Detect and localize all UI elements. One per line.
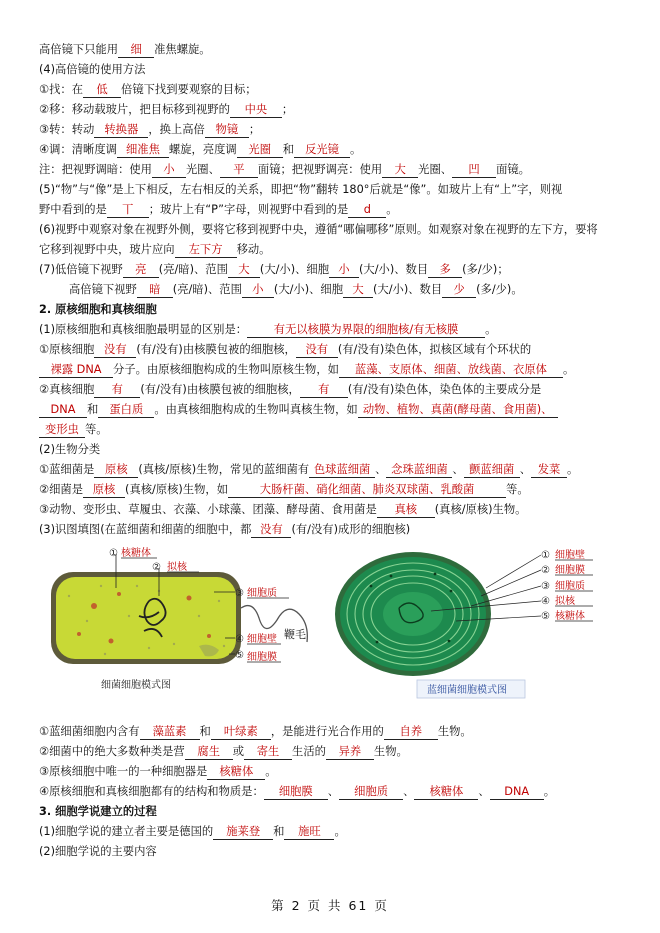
text-line: (1)细胞学说的建立者主要是德国的 施莱登 和 施旺 。 xyxy=(39,825,346,838)
answer-blank: 蛋白质 xyxy=(98,402,154,418)
cyano-ribosome-label: 核糖体 xyxy=(555,611,585,622)
answer-blank: 中央 xyxy=(230,102,282,118)
answer-blank: 念珠蓝细菌 xyxy=(386,462,452,478)
text-line: ②细菌中的绝大多数种类是营 腐生 或 寄生 生活的 异养 生物。 xyxy=(39,745,408,758)
text-line: 注：把视野调暗：使用 小 光圈、 平 面镜；把视野调亮：使用 大 光圈、 凹 面镜。 xyxy=(39,163,530,176)
label-number: ② xyxy=(152,562,161,573)
label-number: ⑤ xyxy=(235,650,244,661)
answer-blank: DNA xyxy=(490,784,544,800)
section-heading: 2. 原核细胞和真核细胞 xyxy=(39,303,157,316)
text-line: 野中看到的是 丅 ；玻片上有“P”字母，则视野中看到的是 d 。 xyxy=(39,203,398,216)
text-line: 它移到视野中央，玻片应向 左下方 移动。 xyxy=(39,243,271,256)
answer-blank: 有 xyxy=(94,382,140,398)
answer-blank: 低 xyxy=(83,82,121,98)
text-line: ③动物、变形虫、草履虫、衣藻、小球藻、团藻、酵母菌、食用菌是 真核 (真核/原核)生物。 xyxy=(39,503,527,516)
figures-row xyxy=(39,546,624,714)
text-line: (3)识图填图(在蓝细菌和细菌的细胞中，都 没有 (有/没有)成形的细胞核) xyxy=(39,523,411,536)
answer-blank: 少 xyxy=(442,282,476,298)
answer-blank: 腐生 xyxy=(185,744,233,760)
text-line: 高倍镜下视野 暗 (亮/暗)、范围 小 (大/小)、细胞 大 (大/小)、数目 少 (多/少)。 xyxy=(69,283,523,296)
text-line: ④调：清晰度调 细准焦 螺旋，亮度调 光圈 和 反光镜 。 xyxy=(39,143,362,156)
label-number: ① xyxy=(109,548,118,559)
text-line: (5)“物”与“像”是上下相反，左右相反的关系，即把“物”翻转 180°后就是“像”。如玻片上有“上”字，则视 xyxy=(39,183,563,196)
answer-blank: 颤蓝细菌 xyxy=(464,462,520,478)
nucleoid-label: 拟核 xyxy=(167,562,187,573)
label-number: ② xyxy=(541,565,550,576)
answer-blank: 寄生 xyxy=(244,744,292,760)
cyano-wall-label: 细胞壁 xyxy=(555,550,585,561)
cyanobacteria-diagram xyxy=(331,546,623,708)
answer-blank: 细胞膜 xyxy=(264,784,328,800)
answer-blank: 藻蓝素 xyxy=(140,724,200,740)
cyano-caption: 蓝细菌细胞模式图 xyxy=(427,685,507,696)
bacteria-diagram xyxy=(39,546,329,706)
answer-blank: 发菜 xyxy=(531,462,567,478)
text-line: ①找：在 低 倍镜下找到要观察的目标； xyxy=(39,83,257,96)
answer-blank: 亮 xyxy=(123,262,159,278)
answer-blank: 叶绿素 xyxy=(211,724,271,740)
answer-blank: 小 xyxy=(152,162,186,178)
text-line: ③原核细胞中唯一的一种细胞器是 核糖体 。 xyxy=(39,765,277,778)
cyano-nucleoid-label: 拟核 xyxy=(555,596,575,607)
text-line: 变形虫 等。 xyxy=(39,420,624,440)
page-footer: 第 2 页 共 61 页 xyxy=(271,898,389,913)
cyanobacteria-figure xyxy=(331,546,623,711)
answer-blank: 自养 xyxy=(384,724,438,740)
answer-blank: 色球蓝细菌 xyxy=(309,462,375,478)
answer-blank: DNA xyxy=(39,402,87,418)
text-line: ①原核细胞 没有 (有/没有)由核膜包被的细胞核， 没有 (有/没有)染色体，拟核区域有个环状的 xyxy=(39,343,532,356)
cell-wall-label: 细胞壁 xyxy=(247,634,277,645)
text-line: (6)视野中观察对象在视野外侧，要将它移到视野中央，遵循“哪偏哪移”原则。如观察对象在视野的左下方，要将 xyxy=(39,223,598,236)
cytoplasm-label: 细胞质 xyxy=(247,588,277,599)
label-number: ⑤ xyxy=(541,611,550,622)
answer-blank: 左下方 xyxy=(175,242,237,258)
answer-blank: 施旺 xyxy=(284,824,334,840)
text-line: ②移：移动载玻片，把目标移到视野的 中央 ； xyxy=(39,103,294,116)
answer-blank: 核糖体 xyxy=(207,764,265,780)
answer-blank: 大 xyxy=(343,282,373,298)
answer-blank: 大肠杆菌、硝化细菌、肺炎双球菌、乳酸菌 xyxy=(228,482,506,498)
text-line: ④原核细胞和真核细胞都有的结构和物质是： 细胞膜 、 细胞质 、 核糖体 、 DNA 。 xyxy=(39,785,556,798)
answer-blank: 原核 xyxy=(94,462,138,478)
label-number: ④ xyxy=(541,596,550,607)
text-line: ②细菌是 原核 (真核/原核)生物，如 大肠杆菌、硝化细菌、肺炎双球菌、乳酸菌 等。 xyxy=(39,483,529,496)
text-line: 裸露 DNA 分子。由原核细胞构成的生物叫原核生物，如 蓝藻、支原体、细菌、放线菌、衣原体 。 xyxy=(39,360,624,380)
text-line: DNA 和 蛋白质 。由真核细胞构成的生物叫真核生物，如 动物、植物、真菌(酵母菌、食用菌)、 xyxy=(39,400,624,420)
subheading: (4)高倍镜的使用方法 xyxy=(39,63,146,76)
answer-blank: 细胞质 xyxy=(339,784,403,800)
text-line: 高倍镜下只能用 细 准焦螺旋。 xyxy=(39,43,211,56)
label-number: ③ xyxy=(235,588,244,599)
answer-blank: 没有 xyxy=(94,342,136,358)
answer-blank: 大 xyxy=(382,162,418,178)
label-number: ③ xyxy=(541,581,550,592)
answer-blank: 动物、植物、真菌(酵母菌、食用菌)、 xyxy=(358,402,558,418)
text-line: ③转：转动 转换器 ，换上高倍 物镜 ； xyxy=(39,123,261,136)
section-heading: 3. 细胞学说建立的过程 xyxy=(39,805,157,818)
answer-blank: 没有 xyxy=(296,342,338,358)
answer-blank: 光圈 xyxy=(237,142,283,158)
answer-blank: 小 xyxy=(242,282,274,298)
label-number: ① xyxy=(541,550,550,561)
label-number: ④ xyxy=(235,634,244,645)
ribosome-label: 核糖体 xyxy=(121,548,151,559)
answer-blank: 反光镜 xyxy=(294,142,350,158)
answer-blank: 大 xyxy=(228,262,260,278)
text-line: ①蓝细菌是 原核 (真核/原核)生物，常见的蓝细菌有 色球蓝细菌 、 念珠蓝细菌 、 颤蓝细菌 、 发菜 。 xyxy=(39,463,579,476)
flagellum-label: 鞭毛 xyxy=(284,628,306,641)
text-line: (7)低倍镜下视野 亮 (亮/暗)、范围 大 (大/小)、细胞 小 (大/小)、数目 多 (多/少)； xyxy=(39,263,509,276)
answer-blank: 真核 xyxy=(377,502,435,518)
answer-blank: 核糖体 xyxy=(414,784,478,800)
answer-blank: 有 xyxy=(300,382,348,398)
bacteria-caption: 细菌细胞模式图 xyxy=(101,680,171,691)
answer-blank: 凹 xyxy=(452,162,496,178)
answer-blank: 多 xyxy=(428,262,462,278)
bacteria-figure xyxy=(39,546,329,709)
answer-blank: 转换器 xyxy=(94,122,148,138)
answer-blank: 暗 xyxy=(137,282,173,298)
answer-blank: 变形虫 xyxy=(39,422,85,438)
answer-blank: 细 xyxy=(118,42,154,58)
answer-blank: 裸露 DNA xyxy=(39,362,113,378)
answer-blank: d xyxy=(348,202,386,218)
answer-blank: 没有 xyxy=(251,522,291,538)
answer-blank: 平 xyxy=(220,162,258,178)
text-line: ②真核细胞 有 (有/没有)由核膜包被的细胞核， 有 (有/没有)染色体，染色体的主要成分是 xyxy=(39,383,542,396)
answer-blank: 蓝藻、支原体、细菌、放线菌、衣原体 xyxy=(339,362,563,378)
text-line: ①蓝细菌细胞内含有 藻蓝素 和 叶绿素 ，是能进行光合作用的 自养 生物。 xyxy=(39,725,472,738)
cyano-cytoplasm-label: 细胞质 xyxy=(555,581,585,592)
answer-blank: 小 xyxy=(329,262,359,278)
subheading: (2)细胞学说的主要内容 xyxy=(39,845,157,858)
subheading: (2)生物分类 xyxy=(39,443,101,456)
answer-blank: 丅 xyxy=(107,202,149,218)
answer-blank: 原核 xyxy=(83,482,125,498)
answer-blank: 物镜 xyxy=(205,122,249,138)
answer-blank: 异养 xyxy=(326,744,374,760)
document-page xyxy=(39,40,624,862)
answer-blank: 细准焦 xyxy=(117,142,169,158)
answer-blank: 有无以核膜为界限的细胞核/有无核膜 xyxy=(247,322,485,338)
text-line: (1)原核细胞和真核细胞最明显的区别是： 有无以核膜为界限的细胞核/有无核膜 。 xyxy=(39,323,497,336)
cell-membrane-label: 细胞膜 xyxy=(247,652,277,663)
answer-blank: 施莱登 xyxy=(213,824,273,840)
cyano-membrane-label: 细胞膜 xyxy=(555,565,585,576)
